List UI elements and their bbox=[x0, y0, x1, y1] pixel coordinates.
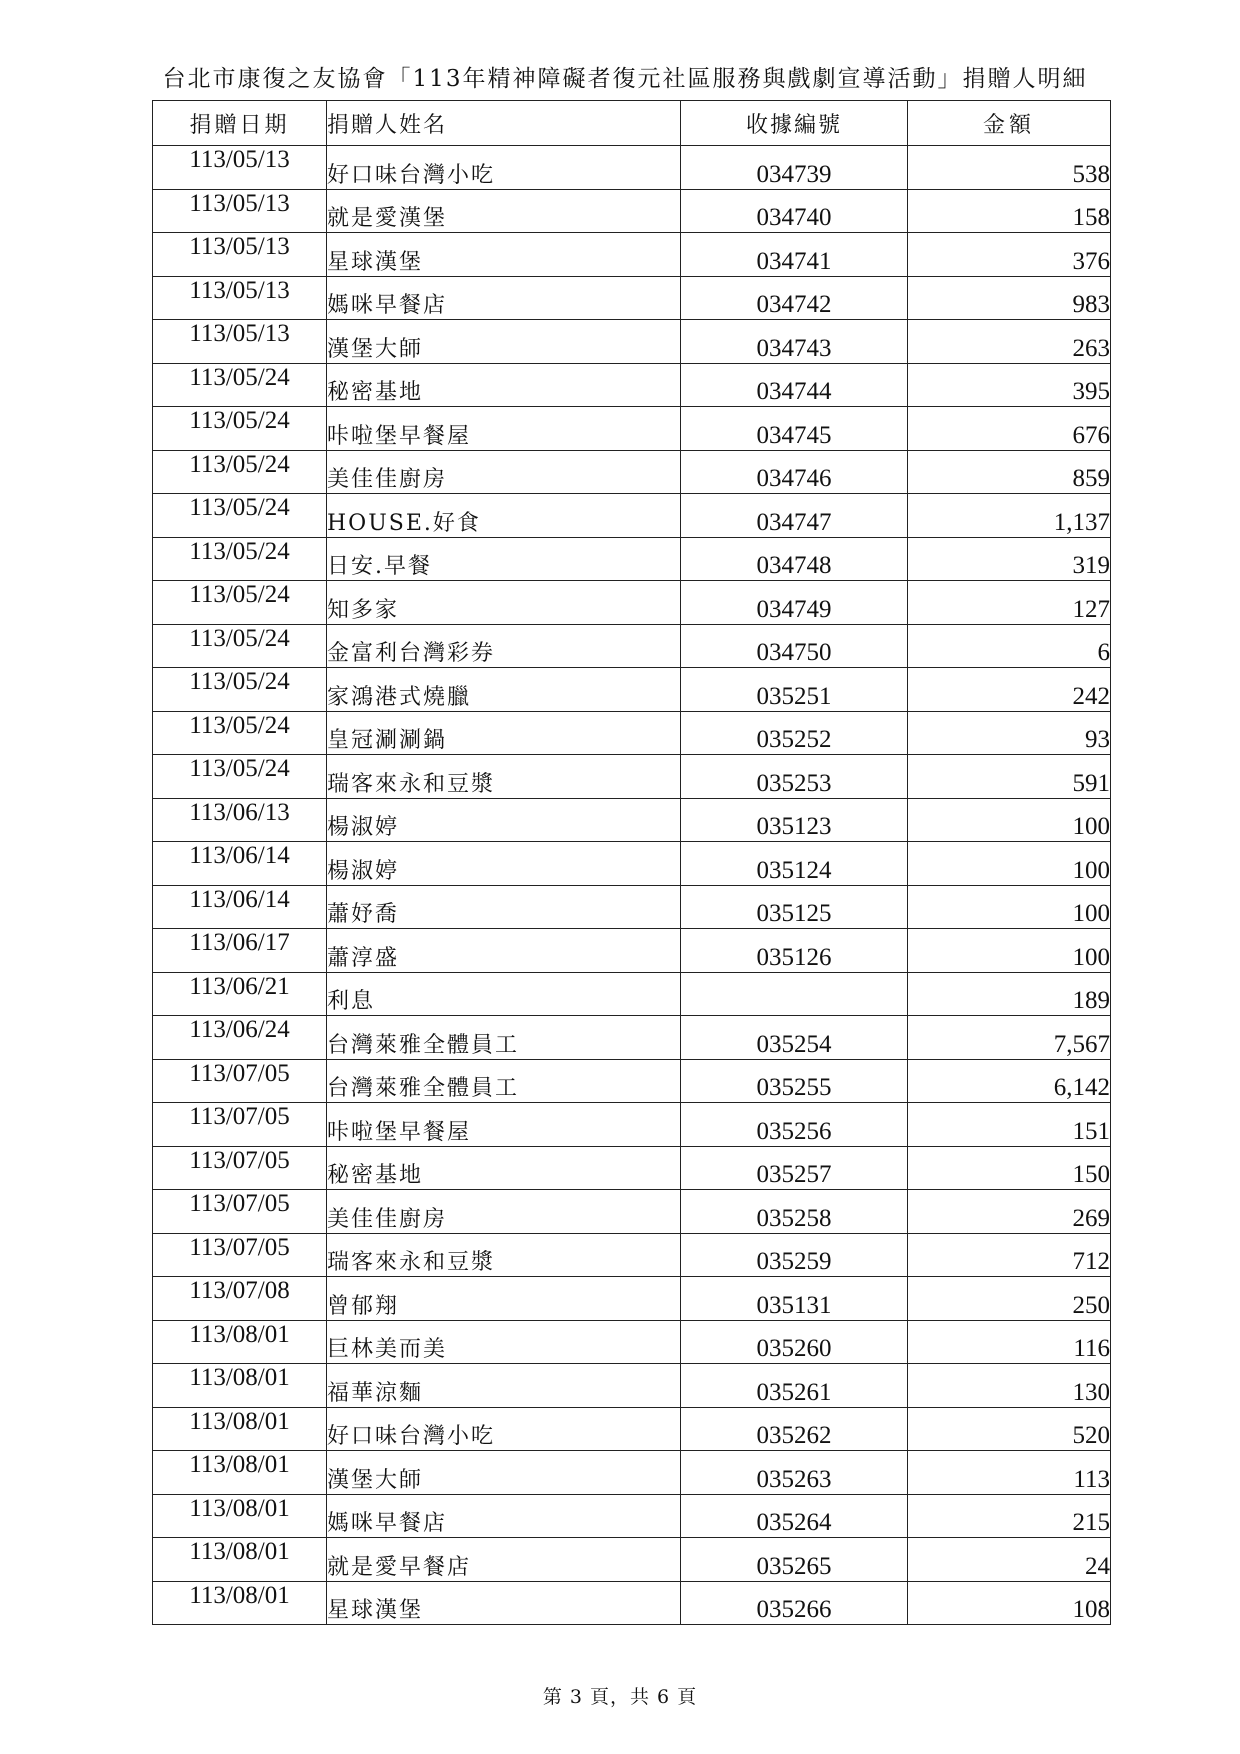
donor-name-cell: 美佳佳廚房 bbox=[327, 450, 681, 494]
amount-cell: 319 bbox=[908, 537, 1111, 581]
receipt-number-cell: 034741 bbox=[681, 233, 908, 277]
amount-cell: 150 bbox=[908, 1146, 1111, 1190]
donor-name-cell: 咔啦堡早餐屋 bbox=[327, 1103, 681, 1147]
donor-name-cell: 星球漢堡 bbox=[327, 233, 681, 277]
donor-name-cell: 美佳佳廚房 bbox=[327, 1190, 681, 1234]
donation-date-cell: 113/07/08 bbox=[153, 1277, 327, 1321]
donor-name-cell: 皇冠涮涮鍋 bbox=[327, 711, 681, 755]
receipt-number-cell: 034748 bbox=[681, 537, 908, 581]
donor-name-cell: 瑞客來永和豆漿 bbox=[327, 1233, 681, 1277]
table-row bbox=[153, 1190, 1111, 1234]
donation-date-cell: 113/08/01 bbox=[153, 1581, 327, 1625]
donor-name-cell: 好口味台灣小吃 bbox=[327, 1407, 681, 1451]
table-row bbox=[153, 1146, 1111, 1190]
table-row bbox=[153, 494, 1111, 538]
receipt-number-cell: 035255 bbox=[681, 1059, 908, 1103]
donor-name-cell: 知多家 bbox=[327, 581, 681, 625]
table-row bbox=[153, 233, 1111, 277]
amount-cell: 859 bbox=[908, 450, 1111, 494]
page-number: 第 3 頁，共 6 頁 bbox=[542, 1686, 698, 1708]
table-body bbox=[153, 146, 1111, 1625]
amount-cell: 24 bbox=[908, 1538, 1111, 1582]
donation-date-cell: 113/08/01 bbox=[153, 1407, 327, 1451]
donation-date-cell: 113/05/13 bbox=[153, 276, 327, 320]
donor-name-cell: 秘密基地 bbox=[327, 1146, 681, 1190]
amount-cell: 376 bbox=[908, 233, 1111, 277]
donor-name-cell: 媽咪早餐店 bbox=[327, 1494, 681, 1538]
receipt-number-cell: 035251 bbox=[681, 668, 908, 712]
amount-cell: 250 bbox=[908, 1277, 1111, 1321]
receipt-number-cell: 034745 bbox=[681, 407, 908, 451]
receipt-number-cell: 035264 bbox=[681, 1494, 908, 1538]
donor-table bbox=[152, 100, 1111, 1625]
donor-name-cell: 台灣萊雅全體員工 bbox=[327, 1059, 681, 1103]
donation-date-cell: 113/06/24 bbox=[153, 1016, 327, 1060]
amount-cell: 269 bbox=[908, 1190, 1111, 1234]
amount-cell: 158 bbox=[908, 189, 1111, 233]
donation-date-cell: 113/05/13 bbox=[153, 320, 327, 364]
amount-cell: 242 bbox=[908, 668, 1111, 712]
amount-cell: 151 bbox=[908, 1103, 1111, 1147]
amount-cell: 130 bbox=[908, 1364, 1111, 1408]
donor-name-cell: 漢堡大師 bbox=[327, 320, 681, 364]
table-row bbox=[153, 146, 1111, 190]
table-row bbox=[153, 1364, 1111, 1408]
receipt-number-cell: 035123 bbox=[681, 798, 908, 842]
header-receipt-number: 收據編號 bbox=[681, 101, 908, 146]
receipt-number-cell: 034743 bbox=[681, 320, 908, 364]
amount-cell: 100 bbox=[908, 842, 1111, 886]
table-row bbox=[153, 1320, 1111, 1364]
donor-name-cell: 蕭妤喬 bbox=[327, 885, 681, 929]
amount-cell: 6 bbox=[908, 624, 1111, 668]
donation-date-cell: 113/05/13 bbox=[153, 189, 327, 233]
amount-cell: 263 bbox=[908, 320, 1111, 364]
receipt-number-cell: 035252 bbox=[681, 711, 908, 755]
receipt-number-cell: 034744 bbox=[681, 363, 908, 407]
receipt-number-cell bbox=[681, 972, 908, 1016]
receipt-number-cell: 035125 bbox=[681, 885, 908, 929]
amount-cell: 591 bbox=[908, 755, 1111, 799]
table-row bbox=[153, 1494, 1111, 1538]
table-row bbox=[153, 972, 1111, 1016]
table-row bbox=[153, 1538, 1111, 1582]
amount-cell: 127 bbox=[908, 581, 1111, 625]
table-row bbox=[153, 755, 1111, 799]
receipt-number-cell: 034747 bbox=[681, 494, 908, 538]
table-row bbox=[153, 885, 1111, 929]
amount-cell: 93 bbox=[908, 711, 1111, 755]
donation-date-cell: 113/08/01 bbox=[153, 1494, 327, 1538]
donation-date-cell: 113/08/01 bbox=[153, 1364, 327, 1408]
receipt-number-cell: 034746 bbox=[681, 450, 908, 494]
donation-date-cell: 113/05/24 bbox=[153, 494, 327, 538]
donation-date-cell: 113/07/05 bbox=[153, 1233, 327, 1277]
document-title: 台北市康復之友協會「113年精神障礙者復元社區服務與戲劇宣導活動」捐贈人明細 bbox=[162, 66, 1088, 92]
donor-name-cell: 楊淑婷 bbox=[327, 798, 681, 842]
donor-name-cell: 秘密基地 bbox=[327, 363, 681, 407]
donor-name-cell: 媽咪早餐店 bbox=[327, 276, 681, 320]
receipt-number-cell: 035258 bbox=[681, 1190, 908, 1234]
receipt-number-cell: 035253 bbox=[681, 755, 908, 799]
amount-cell: 113 bbox=[908, 1451, 1111, 1495]
amount-cell: 100 bbox=[908, 929, 1111, 973]
donation-date-cell: 113/07/05 bbox=[153, 1190, 327, 1234]
table-row bbox=[153, 1016, 1111, 1060]
receipt-number-cell: 035259 bbox=[681, 1233, 908, 1277]
receipt-number-cell: 034749 bbox=[681, 581, 908, 625]
receipt-number-cell: 034740 bbox=[681, 189, 908, 233]
donation-date-cell: 113/05/24 bbox=[153, 711, 327, 755]
donor-name-cell: 蕭淳盛 bbox=[327, 929, 681, 973]
donor-name-cell: 曾郁翔 bbox=[327, 1277, 681, 1321]
table-row bbox=[153, 276, 1111, 320]
donation-date-cell: 113/05/24 bbox=[153, 407, 327, 451]
donation-date-cell: 113/05/24 bbox=[153, 537, 327, 581]
donor-name-cell: 好口味台灣小吃 bbox=[327, 146, 681, 190]
amount-cell: 395 bbox=[908, 363, 1111, 407]
table-row bbox=[153, 363, 1111, 407]
header-donor-name: 捐贈人姓名 bbox=[327, 101, 681, 146]
table-row bbox=[153, 189, 1111, 233]
receipt-number-cell: 035131 bbox=[681, 1277, 908, 1321]
donation-date-cell: 113/05/24 bbox=[153, 755, 327, 799]
amount-cell: 983 bbox=[908, 276, 1111, 320]
amount-cell: 100 bbox=[908, 885, 1111, 929]
amount-cell: 108 bbox=[908, 1581, 1111, 1625]
donation-date-cell: 113/07/05 bbox=[153, 1146, 327, 1190]
table-row bbox=[153, 1581, 1111, 1625]
receipt-number-cell: 035266 bbox=[681, 1581, 908, 1625]
donor-name-cell: HOUSE.好食 bbox=[327, 494, 681, 538]
donor-name-cell: 瑞客來永和豆漿 bbox=[327, 755, 681, 799]
donation-date-cell: 113/05/24 bbox=[153, 581, 327, 625]
donation-date-cell: 113/08/01 bbox=[153, 1538, 327, 1582]
table-row bbox=[153, 842, 1111, 886]
donor-name-cell: 就是愛漢堡 bbox=[327, 189, 681, 233]
table-row bbox=[153, 798, 1111, 842]
receipt-number-cell: 035254 bbox=[681, 1016, 908, 1060]
amount-cell: 712 bbox=[908, 1233, 1111, 1277]
donation-date-cell: 113/06/14 bbox=[153, 842, 327, 886]
donation-date-cell: 113/05/13 bbox=[153, 146, 327, 190]
amount-cell: 116 bbox=[908, 1320, 1111, 1364]
donor-name-cell: 福華涼麵 bbox=[327, 1364, 681, 1408]
donor-name-cell: 台灣萊雅全體員工 bbox=[327, 1016, 681, 1060]
table-row bbox=[153, 668, 1111, 712]
donation-date-cell: 113/07/05 bbox=[153, 1103, 327, 1147]
donation-date-cell: 113/05/24 bbox=[153, 363, 327, 407]
table-row bbox=[153, 1059, 1111, 1103]
donor-name-cell: 就是愛早餐店 bbox=[327, 1538, 681, 1582]
amount-cell: 100 bbox=[908, 798, 1111, 842]
receipt-number-cell: 035124 bbox=[681, 842, 908, 886]
receipt-number-cell: 035260 bbox=[681, 1320, 908, 1364]
donor-name-cell: 咔啦堡早餐屋 bbox=[327, 407, 681, 451]
receipt-number-cell: 035256 bbox=[681, 1103, 908, 1147]
receipt-number-cell: 034750 bbox=[681, 624, 908, 668]
table-row bbox=[153, 407, 1111, 451]
donor-name-cell: 家鴻港式燒臘 bbox=[327, 668, 681, 712]
donor-name-cell: 星球漢堡 bbox=[327, 1581, 681, 1625]
receipt-number-cell: 035257 bbox=[681, 1146, 908, 1190]
table-row bbox=[153, 537, 1111, 581]
table-row bbox=[153, 624, 1111, 668]
donor-name-cell: 利息 bbox=[327, 972, 681, 1016]
amount-cell: 538 bbox=[908, 146, 1111, 190]
donation-date-cell: 113/05/24 bbox=[153, 450, 327, 494]
amount-cell: 520 bbox=[908, 1407, 1111, 1451]
donation-date-cell: 113/06/13 bbox=[153, 798, 327, 842]
table-row bbox=[153, 929, 1111, 973]
amount-cell: 7,567 bbox=[908, 1016, 1111, 1060]
table-row bbox=[153, 711, 1111, 755]
table-row bbox=[153, 581, 1111, 625]
donation-date-cell: 113/07/05 bbox=[153, 1059, 327, 1103]
table-row bbox=[153, 450, 1111, 494]
receipt-number-cell: 035126 bbox=[681, 929, 908, 973]
donation-date-cell: 113/05/24 bbox=[153, 624, 327, 668]
table-row bbox=[153, 1277, 1111, 1321]
table-row bbox=[153, 1233, 1111, 1277]
donation-date-cell: 113/06/21 bbox=[153, 972, 327, 1016]
amount-cell: 676 bbox=[908, 407, 1111, 451]
receipt-number-cell: 035262 bbox=[681, 1407, 908, 1451]
donation-date-cell: 113/05/24 bbox=[153, 668, 327, 712]
header-amount: 金額 bbox=[908, 101, 1111, 146]
donor-name-cell: 巨林美而美 bbox=[327, 1320, 681, 1364]
donation-date-cell: 113/06/14 bbox=[153, 885, 327, 929]
donor-name-cell: 漢堡大師 bbox=[327, 1451, 681, 1495]
receipt-number-cell: 034739 bbox=[681, 146, 908, 190]
donor-name-cell: 楊淑婷 bbox=[327, 842, 681, 886]
donation-date-cell: 113/05/13 bbox=[153, 233, 327, 277]
donation-date-cell: 113/08/01 bbox=[153, 1320, 327, 1364]
amount-cell: 189 bbox=[908, 972, 1111, 1016]
amount-cell: 215 bbox=[908, 1494, 1111, 1538]
donor-name-cell: 金富利台灣彩券 bbox=[327, 624, 681, 668]
donation-date-cell: 113/06/17 bbox=[153, 929, 327, 973]
donor-name-cell: 日安.早餐 bbox=[327, 537, 681, 581]
amount-cell: 6,142 bbox=[908, 1059, 1111, 1103]
table-row bbox=[153, 1407, 1111, 1451]
header-date: 捐贈日期 bbox=[153, 101, 327, 146]
table-row bbox=[153, 320, 1111, 364]
amount-cell: 1,137 bbox=[908, 494, 1111, 538]
receipt-number-cell: 035265 bbox=[681, 1538, 908, 1582]
table-header-row bbox=[153, 101, 1111, 146]
receipt-number-cell: 035261 bbox=[681, 1364, 908, 1408]
donation-date-cell: 113/08/01 bbox=[153, 1451, 327, 1495]
table-row bbox=[153, 1451, 1111, 1495]
receipt-number-cell: 035263 bbox=[681, 1451, 908, 1495]
receipt-number-cell: 034742 bbox=[681, 276, 908, 320]
table-row bbox=[153, 1103, 1111, 1147]
